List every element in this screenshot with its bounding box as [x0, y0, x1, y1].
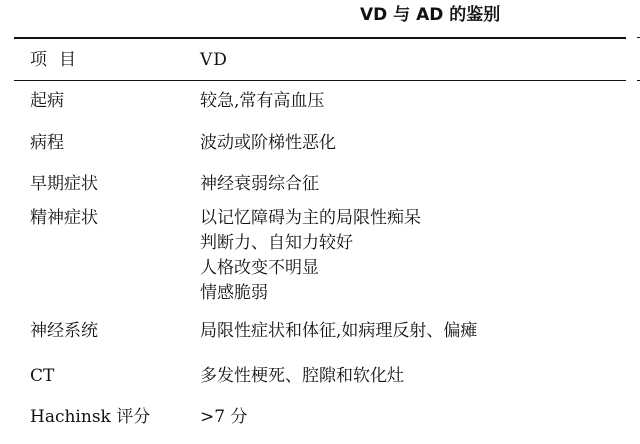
- row-label: 神经系统: [30, 321, 98, 341]
- table-header-rule: [14, 80, 626, 81]
- row-label: 精神症状: [30, 208, 98, 228]
- row-value-line: 人格改变不明显: [200, 258, 319, 278]
- header-vd-column: VD: [200, 50, 228, 70]
- row-value: [200, 131, 336, 156]
- table-title: VD 与 AD 的鉴别: [360, 5, 501, 25]
- header-item-column: 项目: [30, 50, 88, 70]
- row-label: 病程: [30, 133, 64, 153]
- row-value: [200, 172, 319, 197]
- row-label: 早期症状: [30, 174, 98, 194]
- row-value-line: 神经衰弱综合征: [200, 174, 319, 194]
- row-value-line: >7 分: [200, 407, 248, 427]
- row-label: CT: [30, 366, 55, 386]
- row-value-line: 多发性梗死、腔隙和软化灶: [200, 366, 404, 386]
- row-label: 起病: [30, 91, 64, 111]
- table-header-row: [0, 46, 640, 74]
- row-value-line: 情感脆弱: [200, 283, 268, 303]
- row-value-line: 以记忆障碍为主的局限性痴呆: [200, 208, 421, 228]
- row-value: [200, 364, 404, 389]
- row-value-line: 较急,常有高血压: [200, 91, 325, 111]
- row-value: [200, 319, 477, 344]
- row-value-line: 波动或阶梯性恶化: [200, 133, 336, 153]
- row-value-line: 判断力、自知力较好: [200, 233, 353, 253]
- row-value: [200, 89, 324, 114]
- row-value-line: 局限性症状和体征,如病理反射、偏瘫: [200, 321, 478, 341]
- table-top-rule: [14, 37, 626, 39]
- row-value: [200, 405, 247, 430]
- row-label: Hachinsk 评分: [30, 407, 151, 427]
- row-value: [200, 206, 421, 306]
